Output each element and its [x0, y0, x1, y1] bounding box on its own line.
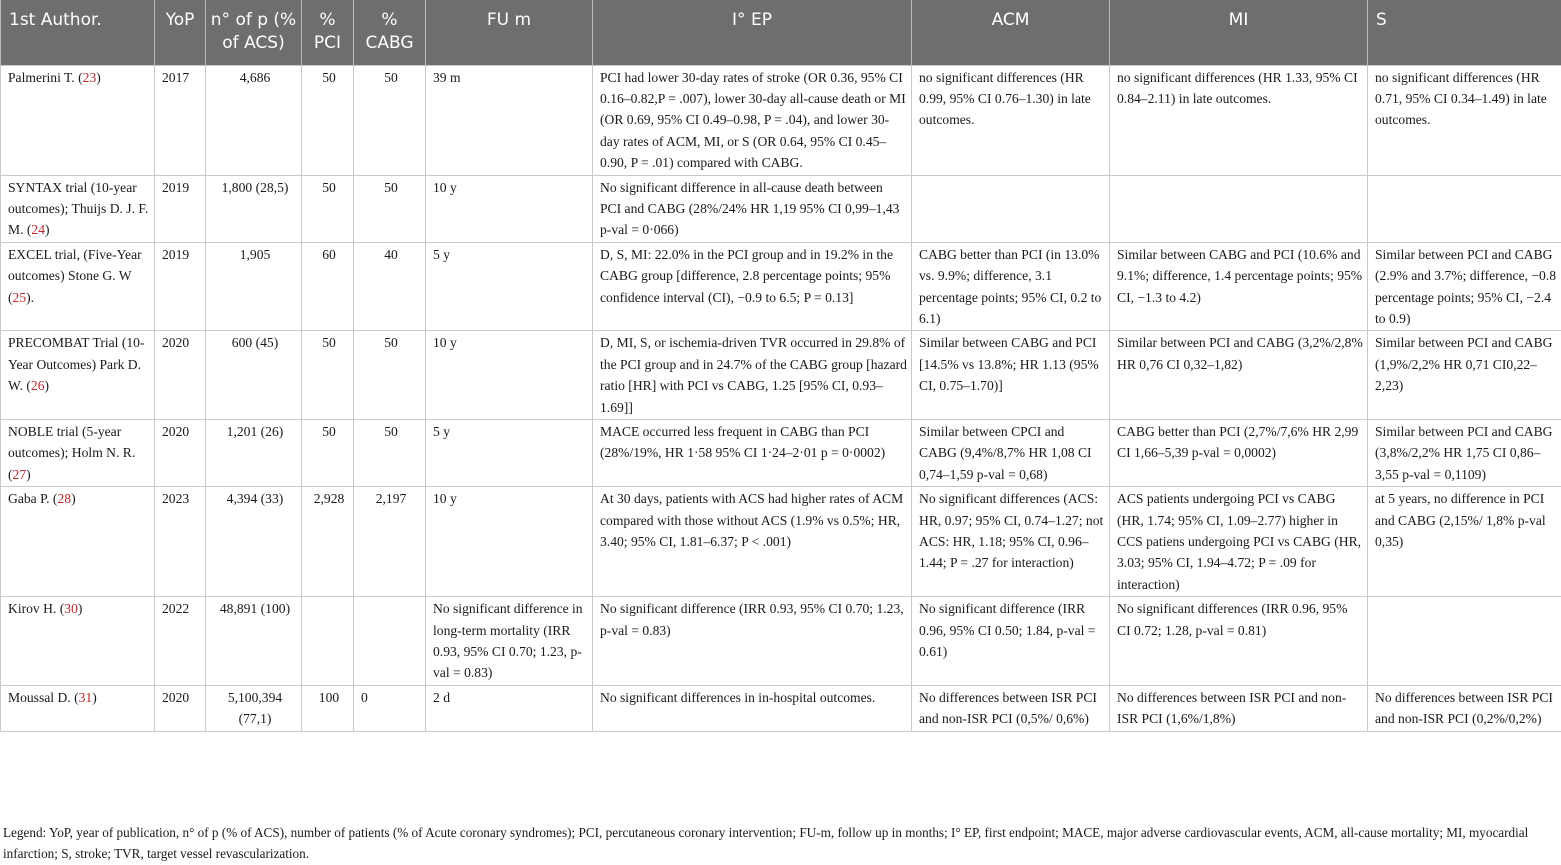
reference-link[interactable]: 26 — [30, 378, 45, 394]
table-row — [1, 420, 1561, 487]
table-row — [1, 175, 1561, 242]
reference-link[interactable]: 25 — [12, 289, 27, 305]
cell-cabg: 50 — [354, 175, 426, 242]
reference-link[interactable]: 27 — [12, 466, 27, 482]
table-row — [1, 331, 1561, 420]
cell-stroke: Similar between PCI and CABG (3,8%/2,2% HR 1,75 CI 0,86–3,55 p-val = 0,1109) — [1368, 420, 1561, 487]
reference-link[interactable]: 28 — [57, 491, 72, 507]
cell-patients: 5,100,394 (77,1) — [206, 685, 302, 731]
cell-acm: CABG better than PCI (in 13.0% vs. 9.9%; difference, 3.1 percentage points; 95% CI, 0.2 to 6.1) — [912, 242, 1110, 331]
cell-stroke: no significant differences (HR 0.71, 95% CI 0.34–1.49) in late outcomes. — [1368, 65, 1561, 175]
cell-followup: 39 m — [426, 65, 593, 175]
cell-acm: No significant differences (ACS: HR, 0.97; 95% CI, 0.74–1.27; not ACS: HR, 1.18; 95% CI, 0.96–1.44; P = .27 for interaction) — [912, 487, 1110, 597]
cell-mi: No differences between ISR PCI and non-ISR PCI (1,6%/1,8%) — [1110, 685, 1368, 731]
cell-yop: 2019 — [155, 242, 206, 331]
cell-stroke: at 5 years, no difference in PCI and CABG (2,15%/ 1,8% p-val 0,35) — [1368, 487, 1561, 597]
cell-mi: no significant differences (HR 1.33, 95% CI 0.84–2.11) in late outcomes. — [1110, 65, 1368, 175]
cell-patients: 1,800 (28,5) — [206, 175, 302, 242]
cell-first-endpoint: No significant difference in all-cause death between PCI and CABG (28%/24% HR 1,19 95% CI 0,99–1,43 p-val = 0·066) — [593, 175, 912, 242]
header-row — [1, 0, 1561, 65]
cell-cabg: 50 — [354, 420, 426, 487]
cell-yop: 2020 — [155, 331, 206, 420]
cell-acm: No differences between ISR PCI and non-ISR PCI (0,5%/ 0,6%) — [912, 685, 1110, 731]
cell-first-endpoint: PCI had lower 30-day rates of stroke (OR 0.36, 95% CI 0.16–0.82,P = .007), lower 30-day all-cause death or MI (OR 0.69, 95% CI 0.49–0.98, P = .04), and lower 30-day rates of ACM, MI, or S (OR 0.64, 95% CI 0.45–0.90, P = .01) compared with CABG. — [593, 65, 912, 175]
cell-first-endpoint: At 30 days, patients with ACS had higher rates of ACM compared with those without ACS (1.9% vs 0.5%; HR, 3.40; 95% CI, 1.81–6.37; P < .001) — [593, 487, 912, 597]
cell-yop: 2020 — [155, 420, 206, 487]
col-header-first-endpoint: I° EP — [593, 0, 912, 65]
cell-mi: ACS patients undergoing PCI vs CABG (HR, 1.74; 95% CI, 1.09–2.77) higher in CCS patiens undergoing PCI vs CABG (HR, 3.03; 95% CI, 1.94–4.72; P = .09 for interaction) — [1110, 487, 1368, 597]
cell-patients: 4,686 — [206, 65, 302, 175]
cell-author: SYNTAX trial (10-year outcomes); Thuijs D. J. F. M. (24) — [1, 175, 155, 242]
cell-mi: No significant differences (IRR 0.96, 95% CI 0.72; 1.28, p-val = 0.81) — [1110, 597, 1368, 686]
cell-cabg: 40 — [354, 242, 426, 331]
cell-stroke — [1368, 597, 1561, 686]
cell-author: EXCEL trial, (Five-Year outcomes) Stone G. W (25). — [1, 242, 155, 331]
reference-link[interactable]: 23 — [82, 69, 97, 85]
col-header-mi: MI — [1110, 0, 1368, 65]
cell-author: Moussal D. (31) — [1, 685, 155, 731]
col-header-stroke: S — [1368, 0, 1561, 65]
cell-pci: 50 — [302, 65, 354, 175]
cell-followup: 10 y — [426, 175, 593, 242]
cell-first-endpoint: MACE occurred less frequent in CABG than PCI (28%/19%, HR 1·58 95% CI 1·24–2·01 p = 0·0002) — [593, 420, 912, 487]
cell-followup: 5 y — [426, 420, 593, 487]
cell-followup: 2 d — [426, 685, 593, 731]
cell-yop: 2022 — [155, 597, 206, 686]
cell-pci: 50 — [302, 420, 354, 487]
cell-patients: 4,394 (33) — [206, 487, 302, 597]
cell-pci: 50 — [302, 331, 354, 420]
cell-patients: 600 (45) — [206, 331, 302, 420]
cell-yop: 2019 — [155, 175, 206, 242]
table-row — [1, 65, 1561, 175]
cell-cabg: 50 — [354, 65, 426, 175]
cell-pci: 2,928 — [302, 487, 354, 597]
cell-followup: 10 y — [426, 331, 593, 420]
col-header-acm: ACM — [912, 0, 1110, 65]
cell-acm: Similar between CABG and PCI [14.5% vs 13.8%; HR 1.13 (95% CI, 0.75–1.70)] — [912, 331, 1110, 420]
cell-cabg — [354, 597, 426, 686]
cell-stroke — [1368, 175, 1561, 242]
cell-mi: CABG better than PCI (2,7%/7,6% HR 2,99 CI 1,66–5,39 p-val = 0,0002) — [1110, 420, 1368, 487]
reference-link[interactable]: 30 — [64, 601, 78, 617]
cell-cabg: 2,197 — [354, 487, 426, 597]
cell-mi: Similar between PCI and CABG (3,2%/2,8% HR 0,76 CI 0,32–1,82) — [1110, 331, 1368, 420]
cell-first-endpoint: D, S, MI: 22.0% in the PCI group and in 19.2% in the CABG group [difference, 2.8 percentage points; 95% confidence interval (CI), −0.9 to 6.5; P = 0.13] — [593, 242, 912, 331]
col-header-pci: % PCI — [302, 0, 354, 65]
cell-cabg: 0 — [354, 685, 426, 731]
col-header-yop: YoP — [155, 0, 206, 65]
cell-acm: Similar between CPCI and CABG (9,4%/8,7% HR 1,08 CI 0,74–1,59 p-val = 0,68) — [912, 420, 1110, 487]
cell-author: NOBLE trial (5-year outcomes); Holm N. R. (27) — [1, 420, 155, 487]
col-header-author: 1st Author. — [1, 0, 155, 65]
cell-patients: 48,891 (100) — [206, 597, 302, 686]
col-header-followup: FU m — [426, 0, 593, 65]
cell-pci: 100 — [302, 685, 354, 731]
table-row — [1, 685, 1561, 731]
cell-pci: 60 — [302, 242, 354, 331]
cell-followup: 5 y — [426, 242, 593, 331]
cell-pci: 50 — [302, 175, 354, 242]
cell-acm: No significant difference (IRR 0.96, 95% CI 0.50; 1.84, p-val = 0.61) — [912, 597, 1110, 686]
cell-followup: No significant difference in long-term mortality (IRR 0.93, 95% CI 0.70; 1.23, p-val = 0.83) — [426, 597, 593, 686]
col-header-cabg: % CABG — [354, 0, 426, 65]
cell-first-endpoint: No significant difference (IRR 0.93, 95% CI 0.70; 1.23, p-val = 0.83) — [593, 597, 912, 686]
cell-stroke: No differences between ISR PCI and non-ISR PCI (0,2%/0,2%) — [1368, 685, 1561, 731]
table-legend: Legend: YoP, year of publication, n° of p (% of ACS), number of patients (% of Acute coronary syndromes); PCI, percutaneous coronary intervention; FU-m, follow up in months; I° EP, first endpoint; MACE, major adverse cardiovascular events, ACM, all-cause mortality; MI, myocardial infarction; S, stroke; TVR, target vessel revascularization. — [3, 825, 1529, 861]
table-row — [1, 597, 1561, 686]
cell-yop: 2017 — [155, 65, 206, 175]
cell-cabg: 50 — [354, 331, 426, 420]
cell-yop: 2020 — [155, 685, 206, 731]
cell-author: Kirov H. (30) — [1, 597, 155, 686]
cell-acm: no significant differences (HR 0.99, 95% CI 0.76–1.30) in late outcomes. — [912, 65, 1110, 175]
cell-patients: 1,201 (26) — [206, 420, 302, 487]
reference-link[interactable]: 31 — [78, 689, 93, 705]
cell-acm — [912, 175, 1110, 242]
cell-yop: 2023 — [155, 487, 206, 597]
cell-mi: Similar between CABG and PCI (10.6% and 9.1%; difference, 1.4 percentage points; 95% CI, −1.3 to 4.2) — [1110, 242, 1368, 331]
table-row — [1, 242, 1561, 331]
cell-first-endpoint: No significant differences in in-hospital outcomes. — [593, 685, 912, 731]
cell-mi — [1110, 175, 1368, 242]
cell-stroke: Similar between PCI and CABG (1,9%/2,2% HR 0,71 CI0,22–2,23) — [1368, 331, 1561, 420]
cell-author: Gaba P. (28) — [1, 487, 155, 597]
cell-stroke: Similar between PCI and CABG (2.9% and 3.7%; difference, −0.8 percentage points; 95% CI, −2.4 to 0.9) — [1368, 242, 1561, 331]
table-row — [1, 487, 1561, 597]
cell-followup: 10 y — [426, 487, 593, 597]
cell-author: PRECOMBAT Trial (10-Year Outcomes) Park D. W. (26) — [1, 331, 155, 420]
cell-pci — [302, 597, 354, 686]
cell-author: Palmerini T. (23) — [1, 65, 155, 175]
cell-patients: 1,905 — [206, 242, 302, 331]
col-header-patients: n° of p (% of ACS) — [206, 0, 302, 65]
reference-link[interactable]: 24 — [31, 222, 46, 238]
cell-first-endpoint: D, MI, S, or ischemia-driven TVR occurred in 29.8% of the PCI group and in 24.7% of the CABG group [hazard ratio [HR] with PCI vs CABG, 1.25 [95% CI, 0.93–1.69]] — [593, 331, 912, 420]
